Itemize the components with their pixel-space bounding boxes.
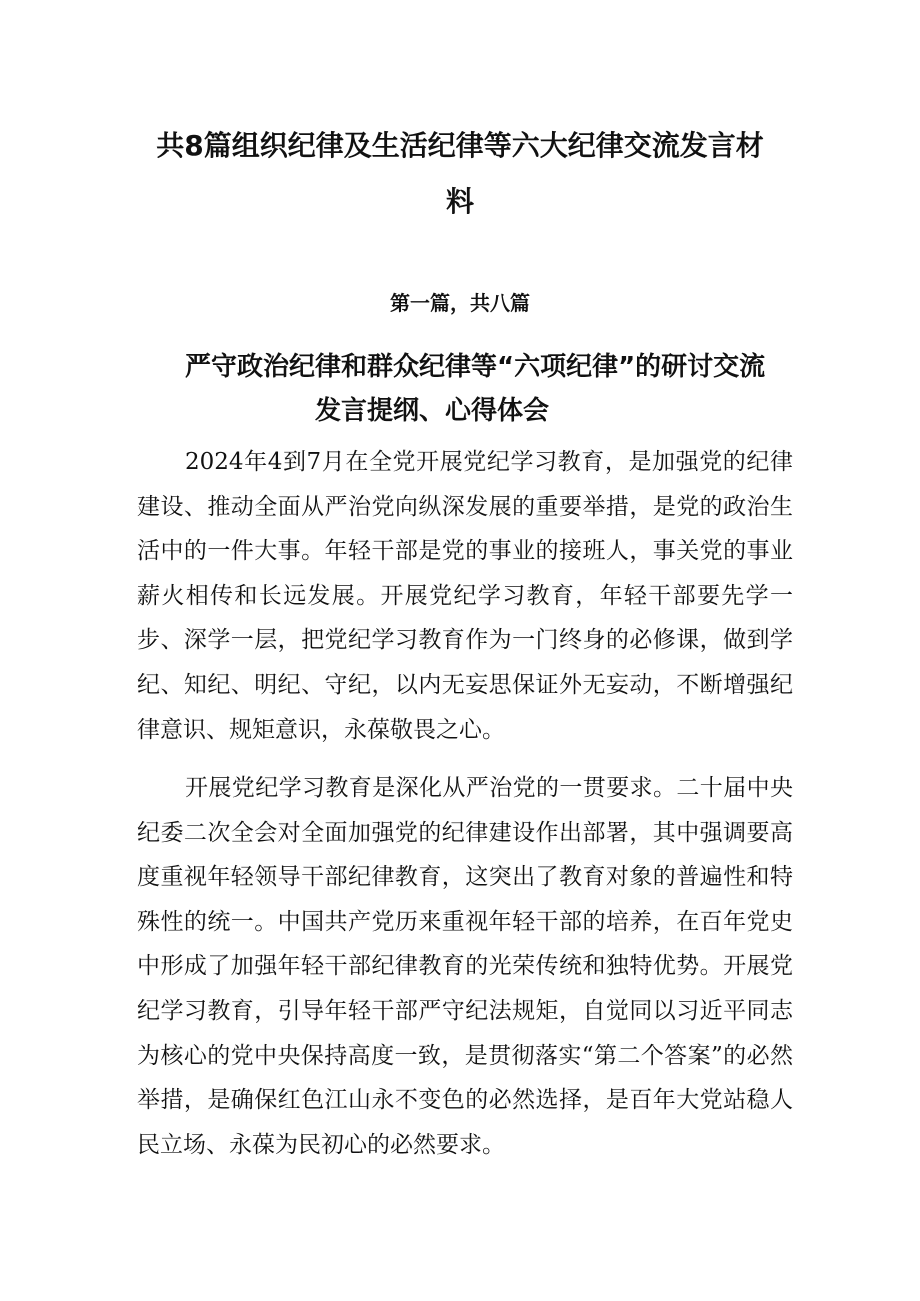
section-subtitle (170, 345, 810, 433)
document-title-line-1: 共8篇组织纪律及生活纪律等六大纪律交流发言材 (156, 129, 764, 162)
document-title-line-2: 料 (445, 185, 474, 218)
body-paragraph-2: 开展党纪学习教育是深化从严治党的一贯要求。二十届中央纪委二次全会对全面加强党的纪律建设作出部署，其中强调要高度重视年轻领导干部纪律教育，这突出了教育对象的普遍性和特殊性的统一。中国共产党历来重视年轻干部的培养，在百年党史中形成了加强年轻干部纪律教育的光荣传统和独特优势。开展党纪学习教育，引导年轻干部严守纪法规矩，自觉同以习近平同志为核心的党中央保持高度一致，是贯彻落实“第二个答案”的必然举措，是确保红色江山永不变色的必然选择，是百年大党站稳人民立场、永葆为民初心的必然要求。 (137, 775, 793, 1158)
section-subtitle-line-2: 发言提纲、心得体会 (315, 396, 550, 426)
body-paragraph-1: 2024年4到7月在全党开展党纪学习教育，是加强党的纪律建设、推动全面从严治党向纵深发展的重要举措，是党的政治生活中的一件大事。年轻干部是党的事业的接班人，事关党的事业薪火相传和长远发展。开展党纪学习教育，年轻干部要先学一步、深学一层，把党纪学习教育作为一门终身的必修课，做到学纪、知纪、明纪、守纪，以内无妄思保证外无妄动，不断增强纪律意识、规矩意识，永葆敬畏之心。 (137, 449, 793, 743)
section-subtitle-line-1: 严守政治纪律和群众纪律等“六项纪律”的研讨交流 (185, 352, 766, 382)
document-title (150, 118, 770, 230)
part-label: 第一篇，共八篇 (390, 291, 530, 315)
